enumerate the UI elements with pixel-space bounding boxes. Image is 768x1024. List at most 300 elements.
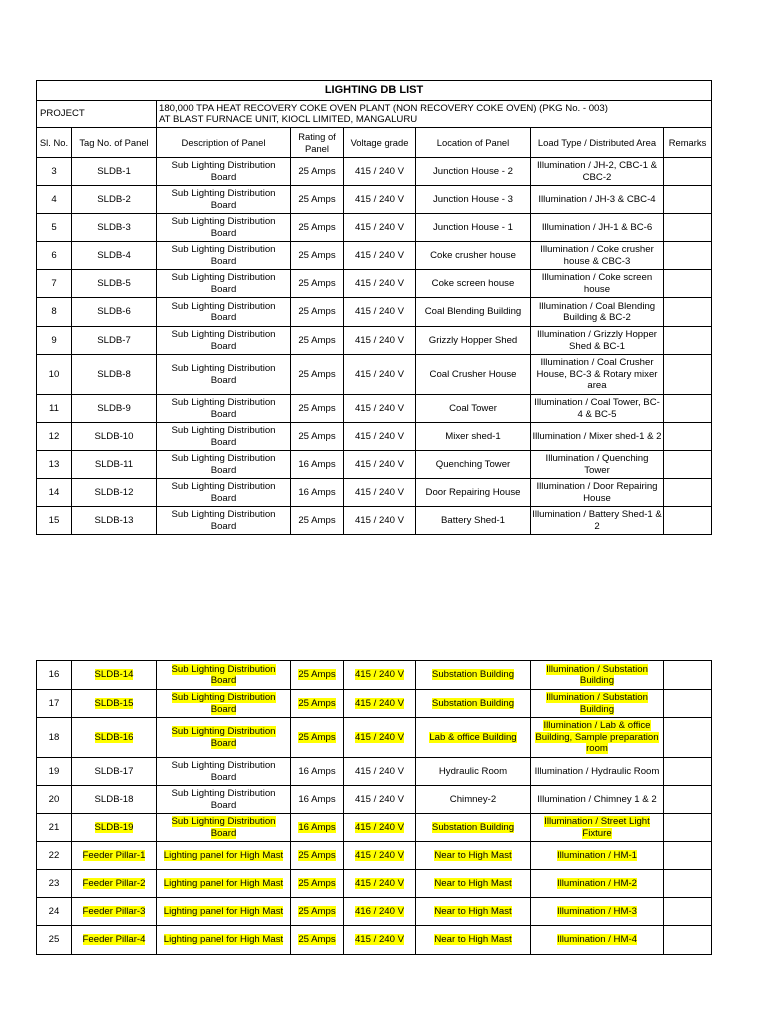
cell-voltage xyxy=(344,327,416,355)
location-text: Battery Shed-1 xyxy=(441,514,505,526)
cell-rating xyxy=(291,355,344,395)
tag-no-text: SLDB-9 xyxy=(97,402,131,414)
cell-description xyxy=(157,395,291,423)
cell-tag-no xyxy=(72,786,157,814)
cell-sl-no xyxy=(37,926,72,955)
cell-rating xyxy=(291,842,344,870)
cell-sl-no xyxy=(37,214,72,242)
voltage-text: 415 / 240 V xyxy=(354,193,405,205)
cell-tag-no xyxy=(72,451,157,479)
voltage-text: 415 / 240 V xyxy=(354,765,405,777)
voltage-text: 415 / 240 V xyxy=(354,821,405,833)
cell-rating xyxy=(291,158,344,186)
cell-voltage xyxy=(344,186,416,214)
cell-rating xyxy=(291,758,344,786)
cell-tag-no xyxy=(72,270,157,298)
cell-description xyxy=(157,355,291,395)
cell-sl-no xyxy=(37,718,72,758)
cell-description xyxy=(157,898,291,926)
cell-load-type xyxy=(531,718,664,758)
sl-no-text: 22 xyxy=(48,849,60,861)
load-type-text: Illumination / Battery Shed-1 & 2 xyxy=(532,509,662,532)
load-type-text: Illumination / Chimney 1 & 2 xyxy=(537,793,657,805)
cell-sl-no xyxy=(37,395,72,423)
cell-load-type xyxy=(531,479,664,507)
rating-text: 25 Amps xyxy=(298,849,336,861)
description-text: Lighting panel for High Mast xyxy=(163,877,284,889)
cell-location xyxy=(416,298,531,327)
voltage-text: 415 / 240 V xyxy=(354,514,405,526)
tag-no-text: SLDB-8 xyxy=(97,368,131,380)
cell-location xyxy=(416,327,531,355)
cell-remarks xyxy=(664,814,712,842)
cell-remarks xyxy=(664,870,712,898)
cell-description xyxy=(157,423,291,451)
location-text: Mixer shed-1 xyxy=(445,430,501,442)
load-type-text: Illumination / JH-1 & BC-6 xyxy=(541,221,653,233)
cell-sl-no xyxy=(37,661,72,690)
voltage-text: 415 / 240 V xyxy=(354,221,405,233)
cell-tag-no xyxy=(72,758,157,786)
voltage-text: 415 / 240 V xyxy=(354,306,405,318)
rating-text: 25 Amps xyxy=(298,514,336,526)
cell-description xyxy=(157,718,291,758)
table-row xyxy=(37,270,712,298)
description-text: Sub Lighting Distribution Board xyxy=(171,329,276,352)
cell-remarks xyxy=(664,758,712,786)
cell-tag-no xyxy=(72,214,157,242)
tag-no-text: Feeder Pillar-1 xyxy=(82,849,146,861)
rating-text: 25 Amps xyxy=(298,669,336,681)
sl-no-text: 16 xyxy=(48,669,60,681)
tag-no-text: SLDB-4 xyxy=(97,249,131,261)
voltage-text: 415 / 240 V xyxy=(354,731,405,743)
cell-load-type xyxy=(531,814,664,842)
cell-location xyxy=(416,758,531,786)
rating-text: 25 Amps xyxy=(298,193,336,205)
cell-sl-no xyxy=(37,327,72,355)
cell-description xyxy=(157,758,291,786)
table-row xyxy=(37,926,712,955)
cell-remarks xyxy=(664,327,712,355)
load-type-text: Illumination / Substation Building xyxy=(546,663,648,686)
rating-text: 16 Amps xyxy=(298,765,336,777)
location-text: Coal Tower xyxy=(449,402,497,414)
rating-text: 25 Amps xyxy=(298,731,336,743)
tag-no-text: SLDB-19 xyxy=(94,821,134,833)
load-type-text: Illumination / Substation Building xyxy=(546,692,648,715)
description-text: Sub Lighting Distribution Board xyxy=(171,726,276,749)
cell-load-type xyxy=(531,242,664,270)
load-type-text: Illumination / JH-3 & CBC-4 xyxy=(538,193,656,205)
table-row xyxy=(37,758,712,786)
tag-no-text: SLDB-15 xyxy=(94,697,134,709)
cell-voltage xyxy=(344,718,416,758)
cell-remarks xyxy=(664,898,712,926)
cell-tag-no xyxy=(72,690,157,718)
cell-tag-no xyxy=(72,186,157,214)
cell-tag-no xyxy=(72,242,157,270)
table-row xyxy=(37,718,712,758)
cell-load-type xyxy=(531,298,664,327)
tag-no-text: SLDB-3 xyxy=(97,221,131,233)
tag-no-text: SLDB-17 xyxy=(94,765,134,777)
table-row xyxy=(37,898,712,926)
cell-rating xyxy=(291,786,344,814)
rating-text: 25 Amps xyxy=(298,306,336,318)
sl-no-text: 25 xyxy=(48,934,60,946)
load-type-text: Illumination / HM-3 xyxy=(557,905,637,917)
location-text: Coal Blending Building xyxy=(424,306,522,318)
rating-text: 16 Amps xyxy=(298,793,336,805)
cell-rating xyxy=(291,395,344,423)
cell-voltage xyxy=(344,423,416,451)
sl-no-text: 11 xyxy=(49,402,59,414)
load-type-text: Illumination / Street Light Fixture xyxy=(544,816,650,839)
table-row xyxy=(37,661,712,690)
load-type-text: Illumination / Mixer shed-1 & 2 xyxy=(532,430,662,442)
sl-no-text: 9 xyxy=(51,334,57,346)
rating-text: 16 Amps xyxy=(298,821,336,833)
cell-remarks xyxy=(664,690,712,718)
table-row xyxy=(37,298,712,327)
tag-no-text: Feeder Pillar-2 xyxy=(82,877,146,889)
cell-rating xyxy=(291,507,344,535)
tag-no-text: SLDB-18 xyxy=(94,793,134,805)
table-row xyxy=(37,842,712,870)
location-text: Coke crusher house xyxy=(430,249,516,261)
rating-text: 25 Amps xyxy=(298,430,336,442)
cell-rating xyxy=(291,898,344,926)
sl-no-text: 18 xyxy=(48,731,60,743)
project-line-2: AT BLAST FURNACE UNIT, KIOCL LIMITED, MANGALURU xyxy=(159,114,418,125)
cell-description xyxy=(157,158,291,186)
rating-text: 25 Amps xyxy=(298,934,336,946)
cell-location xyxy=(416,842,531,870)
load-type-text: Illumination / Coal Crusher House, BC-3 & Rotary mixer area xyxy=(536,357,658,392)
cell-location xyxy=(416,214,531,242)
cell-remarks xyxy=(664,786,712,814)
cell-load-type xyxy=(531,758,664,786)
cell-sl-no xyxy=(37,758,72,786)
cell-description xyxy=(157,214,291,242)
header-load-type: Load Type / Distributed Area xyxy=(531,128,664,158)
cell-description xyxy=(157,842,291,870)
cell-remarks xyxy=(664,158,712,186)
cell-tag-no xyxy=(72,842,157,870)
header-location: Location of Panel xyxy=(416,128,531,158)
cell-voltage xyxy=(344,786,416,814)
cell-load-type xyxy=(531,926,664,955)
cell-remarks xyxy=(664,214,712,242)
description-text: Sub Lighting Distribution Board xyxy=(171,509,276,532)
cell-remarks xyxy=(664,270,712,298)
cell-location xyxy=(416,158,531,186)
cell-tag-no xyxy=(72,327,157,355)
sl-no-text: 8 xyxy=(51,306,57,318)
voltage-text: 415 / 240 V xyxy=(354,165,405,177)
cell-description xyxy=(157,814,291,842)
load-type-text: Illumination / Coke screen house xyxy=(541,272,653,295)
cell-load-type xyxy=(531,214,664,242)
sl-no-text: 21 xyxy=(48,821,60,833)
cell-location xyxy=(416,395,531,423)
cell-load-type xyxy=(531,507,664,535)
cell-voltage xyxy=(344,395,416,423)
voltage-text: 415 / 240 V xyxy=(354,458,405,470)
cell-load-type xyxy=(531,186,664,214)
cell-location xyxy=(416,186,531,214)
cell-remarks xyxy=(664,479,712,507)
load-type-text: Illumination / HM-2 xyxy=(557,877,637,889)
table-row xyxy=(37,423,712,451)
description-text: Sub Lighting Distribution Board xyxy=(171,272,276,295)
cell-remarks xyxy=(664,298,712,327)
header-description: Description of Panel xyxy=(157,128,291,158)
cell-tag-no xyxy=(72,870,157,898)
table-row xyxy=(37,355,712,395)
load-type-text: Illumination / Quenching Tower xyxy=(545,453,649,476)
tag-no-text: SLDB-11 xyxy=(94,458,134,470)
cell-sl-no xyxy=(37,814,72,842)
cell-load-type xyxy=(531,355,664,395)
cell-rating xyxy=(291,423,344,451)
cell-description xyxy=(157,690,291,718)
cell-voltage xyxy=(344,758,416,786)
description-text: Lighting panel for High Mast xyxy=(163,934,284,946)
table-row xyxy=(37,479,712,507)
load-type-text: Illumination / Grizzly Hopper Shed & BC-1 xyxy=(537,329,657,352)
cell-tag-no xyxy=(72,661,157,690)
cell-remarks xyxy=(664,718,712,758)
location-text: Junction House - 2 xyxy=(433,165,513,177)
cell-load-type xyxy=(531,395,664,423)
description-text: Sub Lighting Distribution Board xyxy=(171,425,276,448)
cell-load-type xyxy=(531,842,664,870)
cell-location xyxy=(416,718,531,758)
tag-no-text: SLDB-1 xyxy=(97,165,131,177)
voltage-text: 415 / 240 V xyxy=(354,368,405,380)
cell-location xyxy=(416,270,531,298)
cell-rating xyxy=(291,298,344,327)
location-text: Junction House - 3 xyxy=(433,193,513,205)
cell-load-type xyxy=(531,898,664,926)
location-text: Near to High Mast xyxy=(434,849,512,861)
description-text: Sub Lighting Distribution Board xyxy=(171,300,276,323)
cell-voltage xyxy=(344,507,416,535)
cell-location xyxy=(416,423,531,451)
project-line-1: 180,000 TPA HEAT RECOVERY COKE OVEN PLANT (NON RECOVERY COKE OVEN) (PKG No. - 003) xyxy=(159,102,608,114)
rating-text: 25 Amps xyxy=(298,334,336,346)
cell-load-type xyxy=(531,423,664,451)
cell-rating xyxy=(291,327,344,355)
table-row xyxy=(37,186,712,214)
cell-remarks xyxy=(664,926,712,955)
voltage-text: 415 / 240 V xyxy=(354,877,405,889)
cell-remarks xyxy=(664,423,712,451)
cell-description xyxy=(157,870,291,898)
voltage-text: 416 / 240 V xyxy=(354,905,405,917)
description-text: Lighting panel for High Mast xyxy=(163,849,284,861)
location-text: Door Repairing House xyxy=(425,486,521,498)
tag-no-text: SLDB-7 xyxy=(97,334,131,346)
tag-no-text: Feeder Pillar-4 xyxy=(82,934,146,946)
cell-remarks xyxy=(664,661,712,690)
table-title: LIGHTING DB LIST xyxy=(37,81,712,101)
voltage-text: 415 / 240 V xyxy=(354,277,405,289)
cell-voltage xyxy=(344,870,416,898)
sl-no-text: 12 xyxy=(48,430,60,442)
tag-no-text: SLDB-5 xyxy=(97,277,131,289)
cell-voltage xyxy=(344,926,416,955)
table-row xyxy=(37,395,712,423)
cell-rating xyxy=(291,870,344,898)
location-text: Substation Building xyxy=(431,697,515,709)
cell-rating xyxy=(291,214,344,242)
cell-sl-no xyxy=(37,423,72,451)
load-type-text: Illumination / Lab & office Building, Sample preparation room xyxy=(535,720,659,755)
cell-voltage xyxy=(344,298,416,327)
sl-no-text: 19 xyxy=(48,765,60,777)
cell-tag-no xyxy=(72,158,157,186)
cell-location xyxy=(416,661,531,690)
cell-sl-no xyxy=(37,158,72,186)
cell-sl-no xyxy=(37,786,72,814)
cell-tag-no xyxy=(72,479,157,507)
sl-no-text: 3 xyxy=(51,165,57,177)
voltage-text: 415 / 240 V xyxy=(354,669,405,681)
cell-description xyxy=(157,507,291,535)
cell-description xyxy=(157,786,291,814)
cell-location xyxy=(416,242,531,270)
description-text: Sub Lighting Distribution Board xyxy=(171,397,276,420)
rating-text: 25 Amps xyxy=(298,905,336,917)
cell-description xyxy=(157,451,291,479)
sl-no-text: 7 xyxy=(51,277,57,289)
cell-load-type xyxy=(531,451,664,479)
cell-sl-no xyxy=(37,898,72,926)
sl-no-text: 20 xyxy=(48,793,60,805)
cell-load-type xyxy=(531,870,664,898)
cell-description xyxy=(157,242,291,270)
cell-location xyxy=(416,690,531,718)
voltage-text: 415 / 240 V xyxy=(354,334,405,346)
cell-location xyxy=(416,507,531,535)
cell-tag-no xyxy=(72,898,157,926)
cell-tag-no xyxy=(72,423,157,451)
cell-rating xyxy=(291,814,344,842)
cell-tag-no xyxy=(72,395,157,423)
cell-location xyxy=(416,479,531,507)
load-type-text: Illumination / JH-2, CBC-1 & CBC-2 xyxy=(537,160,657,183)
load-type-text: Illumination / HM-4 xyxy=(557,934,637,946)
rating-text: 16 Amps xyxy=(298,458,336,470)
cell-sl-no xyxy=(37,242,72,270)
location-text: Near to High Mast xyxy=(434,877,512,889)
sl-no-text: 5 xyxy=(51,221,57,233)
tag-no-text: SLDB-6 xyxy=(97,306,131,318)
cell-location xyxy=(416,814,531,842)
description-text: Sub Lighting Distribution Board xyxy=(171,663,276,686)
cell-tag-no xyxy=(72,926,157,955)
voltage-text: 415 / 240 V xyxy=(354,793,405,805)
tag-no-text: Feeder Pillar-3 xyxy=(82,905,146,917)
sl-no-text: 23 xyxy=(48,877,60,889)
cell-location xyxy=(416,898,531,926)
cell-sl-no xyxy=(37,270,72,298)
cell-sl-no xyxy=(37,870,72,898)
cell-tag-no xyxy=(72,507,157,535)
sl-no-text: 6 xyxy=(51,249,57,261)
location-text: Hydraulic Room xyxy=(438,765,508,777)
cell-sl-no xyxy=(37,479,72,507)
cell-rating xyxy=(291,270,344,298)
sl-no-text: 4 xyxy=(51,193,57,205)
location-text: Substation Building xyxy=(431,821,515,833)
cell-tag-no xyxy=(72,718,157,758)
cell-remarks xyxy=(664,355,712,395)
location-text: Grizzly Hopper Shed xyxy=(428,334,518,346)
cell-sl-no xyxy=(37,690,72,718)
cell-rating xyxy=(291,242,344,270)
cell-description xyxy=(157,661,291,690)
cell-load-type xyxy=(531,158,664,186)
load-type-text: Illumination / Coal Tower, BC-4 & BC-5 xyxy=(534,397,660,420)
cell-voltage xyxy=(344,270,416,298)
load-type-text: Illumination / Door Repairing House xyxy=(536,481,658,504)
table-row xyxy=(37,327,712,355)
load-type-text: Illumination / Hydraulic Room xyxy=(534,765,660,777)
header-row xyxy=(37,128,712,158)
tag-no-text: SLDB-16 xyxy=(94,731,134,743)
tag-no-text: SLDB-13 xyxy=(94,514,134,526)
rating-text: 25 Amps xyxy=(298,368,336,380)
location-text: Coke screen house xyxy=(431,277,515,289)
header-rating: Rating of Panel xyxy=(291,128,344,158)
cell-load-type xyxy=(531,270,664,298)
cell-description xyxy=(157,298,291,327)
table-row xyxy=(37,690,712,718)
lighting-db-table-part1 xyxy=(36,80,712,535)
cell-rating xyxy=(291,661,344,690)
cell-sl-no xyxy=(37,842,72,870)
table-row xyxy=(37,507,712,535)
cell-voltage xyxy=(344,214,416,242)
description-text: Sub Lighting Distribution Board xyxy=(171,481,276,504)
location-text: Coal Crusher House xyxy=(429,368,517,380)
cell-description xyxy=(157,479,291,507)
cell-sl-no xyxy=(37,507,72,535)
rating-text: 16 Amps xyxy=(298,486,336,498)
voltage-text: 415 / 240 V xyxy=(354,486,405,498)
location-text: Near to High Mast xyxy=(434,905,512,917)
voltage-text: 415 / 240 V xyxy=(354,849,405,861)
voltage-text: 415 / 240 V xyxy=(354,249,405,261)
cell-rating xyxy=(291,186,344,214)
cell-location xyxy=(416,786,531,814)
table-row xyxy=(37,242,712,270)
cell-tag-no xyxy=(72,298,157,327)
cell-voltage xyxy=(344,479,416,507)
project-label: PROJECT xyxy=(37,101,157,128)
lighting-db-table-part2 xyxy=(36,660,712,955)
header-sl-no: Sl. No. xyxy=(37,128,72,158)
sl-no-text: 14 xyxy=(48,486,60,498)
rating-text: 25 Amps xyxy=(298,221,336,233)
description-text: Sub Lighting Distribution Board xyxy=(171,788,276,811)
cell-sl-no xyxy=(37,186,72,214)
location-text: Lab & office Building xyxy=(429,731,517,743)
